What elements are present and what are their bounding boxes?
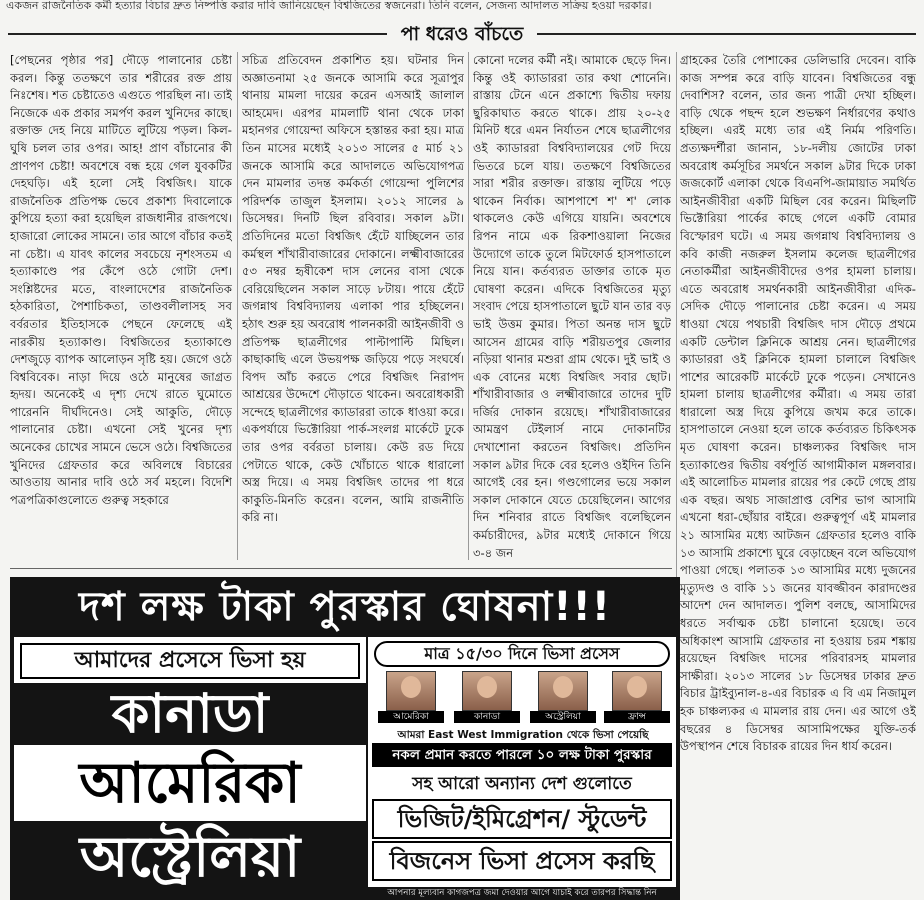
ad-tagline: মাত্র ১৫/৩০ দিনে ভিসা প্রসেস bbox=[374, 641, 670, 667]
portrait-image bbox=[538, 671, 588, 711]
ad-other-countries: সহ আরো অন্যান্য দেশ গুলোতে bbox=[412, 774, 632, 794]
portrait-image bbox=[386, 671, 436, 711]
photo-caption: আমেরিকা bbox=[378, 711, 444, 723]
ad-country-america: আমেরিকা bbox=[79, 751, 301, 816]
article-heading-text: পা ধরেও বাঁচতে bbox=[387, 23, 538, 45]
person-photo bbox=[604, 671, 670, 723]
column-1-text: [পেছনের পৃষ্ঠার পর] দৌড়ে পালানোর চেষ্টা করল। কিন্তু ততক্ষণে তার শরীরের রক্ত প্রায় নিঃশেষ। শত চেষ্টাতেও এগুতে পারছিল না। তাই নিজেকে এক প্রকার সমর্পণ করল খুনিদের কাছে। রক্তাক্ত দেহ নিয়ে মাটিতে লুটিয়ে পড়ল। কিল-ঘুষি চলল তার ওপর। আহ! প্রাণ বাঁচানোর কী প্রাণপণ চেষ্টা! অবশেষে বন্ধ হয়ে গেল যুবকটির দেহঘড়ি। এই হলো সেই বিশ্বজিৎ। যাকে রাজনৈতিক প্রতিপক্ষ ভেবে প্রকাশ্য দিবালোকে কুপিয়ে হত্যা করা হয়েছিল রাজধানীর রাজপথে। হাজারো লোকের সামনে। তার আগে বাঁচার কতই না চেষ্টা। এ যাবৎ কালের সবচেয়ে নৃশংসতম এ হত্যাকাণ্ডে পর কেঁপে ওঠে গোটা দেশ। সংশ্লিষ্টদের মতে, বাংলাদেশের রাজনৈতিক হঠকারিতা, পৈশাচিকতা, তাণ্ডবলীলাসহ সব বর্বরতার ইতিহাসকে পেছনে ফেলেছে এই নারকীয় হত্যাকাণ্ড। বিশ্বজিতের হত্যাকাণ্ডে দেশজুড়ে ব্যাপক আলোড়ন সৃষ্টি হয়। জেগে ওঠে বিশ্ববিবেক। নাড়া দিয়ে ওঠে মানুষের জাগ্রত হৃদয়। অনেকেই এ দৃশ্য দেখে রাতে ঘুমোতে পারেননি দীর্ঘদিনেও। সেই আকুতি, দৌড়ে পালানোর চেষ্টা। এখনো সেই খুনের দৃশ্য অনেকের চোখের সামনে ভেসে ওঠে। বিশ্বজিতের খুনিদের গ্রেফতার করে অবিলম্বে বিচারের আওতায় আনার দাবি ওঠে সর্ব মহলে। বিদেশি পত্রপত্রিকাগুলোতে গুরুত্ব সহকারে bbox=[10, 53, 232, 507]
top-strip-text: একজন রাজনৈতিক কর্মী হত্যার বিচার দ্রুত নিষ্পত্তি করার দাবি জানিয়েছেন বিশ্বজিতের স্বজনেরা। তিনি বলেন, সেজন্য আদালত সক্রিয় হওয়া দরকার। bbox=[6, 0, 652, 12]
visa-advertisement bbox=[10, 577, 680, 900]
ad-business-visa: বিজনেস ভিসা প্রসেস করছি bbox=[372, 841, 672, 881]
person-photo bbox=[454, 671, 520, 723]
ad-visa-types: ভিজিট/ইমিগ্রেশন/ স্টুডেন্ট bbox=[372, 799, 672, 839]
ad-country-australia: অস্ট্রেলিয়া bbox=[14, 821, 366, 895]
photo-caption: অস্ট্রেলিয়া bbox=[530, 711, 596, 723]
portrait-image bbox=[612, 671, 662, 711]
column-divider bbox=[237, 52, 238, 560]
article-column-2 bbox=[242, 52, 464, 560]
portrait-image bbox=[462, 671, 512, 711]
column-divider bbox=[468, 52, 469, 560]
ad-headline: দশ লক্ষ টাকা পুরস্কার ঘোষনা!!! bbox=[79, 584, 611, 630]
ad-process-text: আমাদের প্রসেসে ভিসা হয় bbox=[20, 643, 360, 679]
ad-photo-row bbox=[378, 671, 670, 725]
column-3-text: কোনো দলের কর্মী নই। আমাকে ছেড়ে দিন। কিন্তু ওই ক্যাডাররা তার কথা শোনেনি। রাস্তায় টেনে এনে প্রকাশ্যে দ্বিতীয় দফায় ছুরিকাঘাত করতে থাকে। প্রায় ২০-২৫ মিনিট ধরে এমন নির্যাতন শেষে ছাত্রলীগের ওই ক্যাডাররা বিশ্ববিদ্যালয়ের গেট দিয়ে ভিতরে চলে যায়। ততক্ষণে বিশ্বজিতের সারা শরীর রক্তাক্ত। রাস্তায় লুটিয়ে পড়ে থাকেন নির্বাক। আশপাশে শ' শ' লোক থাকলেও কেউ এগিয়ে যায়নি। অবশেষে রিপন নামে এক রিকশাওয়ালা নিজের উদ্যোগে তাকে তুলে মিটফোর্ড হাসপাতালে নিয়ে যান। কর্তব্যরত ডাক্তার তাকে মৃত ঘোষণা করেন। এদিকে বিশ্বজিতের মৃত্যু সংবাদ পেয়ে হাসপাতালে ছুটে যান তার বড় ভাই উত্তম কুমার। পিতা অনন্ত দাস ছুটে আসেন গ্রামের বাড়ি শরীয়তপুর জেলার নড়িয়া থানার মশুরা গ্রাম থেকে। দুই ভাই ও এক বোনের মধ্যে বিশ্বজিৎ সবার ছোট। শাঁখারীবাজার ও লক্ষ্মীবাজারে তাদের দুটি দর্জির দোকান রয়েছে। শাঁখারীবাজারের আমন্ত্রণ টেইলার্স নামে দোকানটির দেখাশোনা করতেন বিশ্বজিৎ। প্রতিদিন সকাল ৯টার দিকে বের হলেও ওইদিন তিনি আগেই বের হন। গণ্ডগোলের ভয়ে সকাল সকাল দোকানে যেতে চেয়েছিলেন। আগের দিন শনিবার রাতে বিশ্বজিৎ বলেছিলেন কর্মচারীদের, ৯টার মধ্যেই দোকানে গিয়ে ৩-৪ জন bbox=[473, 53, 671, 560]
column-4-text: গ্রাহকের তৈরি পোশাকের ডেলিভারি দেবেন। বাকি কাজ সম্পন্ন করে বাড়ি যাবেন। বিশ্বজিতের বন্ধু দেবাশিস? বলেন, তার জন্য পাত্রী দেখা হচ্ছিল। বাড়ি থেকে পছন্দ হলে শুভক্ষণ নির্ধারণের কথাও হচ্ছিল। এরই মধ্যে তার এই নির্মম পরিণতি। প্রত্যক্ষদর্শীরা জানান, ১৮-দলীয় জোটের ঢাকা অবরোধ কর্মসূচির সমর্থনে সকাল ৯টার দিকে ঢাকা জজকোর্ট এলাকা থেকে বিএনপি-জামায়াত সমর্থিত আইনজীবীরা একটি মিছিল বের করেন। মিছিলটি ভিক্টোরিয়া পার্কের কাছে গেলে একটি বোমার বিস্ফোরণ ঘটে। এ সময় জগন্নাথ বিশ্ববিদ্যালয় ও কবি কাজী নজরুল ইসলাম কলেজ ছাত্রলীগের নেতাকর্মীরা আইনজীবীদের ওপর হামলা চালায়। এতে অবরোধ সমর্থনকারী আইনজীবীরা এদিক-সেদিক দৌড়ে পালানোর চেষ্টা করেন। এ সময় ধাওয়া খেয়ে পথচারী বিশ্বজিৎ দাস দৌড়ে প্রথমে একটি ডেন্টাল ক্লিনিকে আশ্রয় নেন। ছাত্রলীগের ক্যাডাররা ওই ক্লিনিকে হামলা চালালে বিশ্বজিৎ পাশের আরেকটি মার্কেটে ঢুকে পড়েন। সেখানেও হামলা চালায় ছাত্রলীগের কর্মীরা। এ সময় তারা ধারালো অস্ত্র দিয়ে কুপিয়ে জখম করে তাকে। হাসপাতালে নেওয়া হলে তাকে কর্তব্যরত চিকিৎসক মৃত ঘোষণা করেন। চাঞ্চল্যকর বিশ্বজিৎ দাস হত্যাকাণ্ডের দ্বিতীয় বর্ষপূর্তি আগামীকাল মঙ্গলবার। এই আলোচিত মামলার রায়ের পর কেটে গেছে প্রায় এক বছর। অথচ সাজাপ্রাপ্ত বেশির ভাগ আসামি এখনো ধরা-ছোঁয়ার বাইরে। গুরুত্বপূর্ণ এই মামলার ২১ আসামির মধ্যে আটজন গ্রেফতার হলেও বাকি ১৩ আসামি প্রকাশ্যে ঘুরে বেড়াচ্ছেন বলে অভিযোগ পাওয়া গেছে। পলাতক ১৩ আসামির মধ্যে দুজনের মৃত্যুদণ্ড ও বাকি ১১ জনের যাবজ্জীবন কারাদণ্ডের আদেশ দেন আদালত। পুলিশ বলছে, আসামিদের ধরতে সর্বাত্মক চেষ্টা চালানো হয়েছে। তবে অধিকাংশ আসামি গ্রেফতার না হওয়ায় চরম শঙ্কায় রয়েছেন বিশ্বজিৎ দাসের পরিবারসহ মামলার সাক্ষীরা। ২০১৩ সালের ১৮ ডিসেম্বর ঢাকার দ্রুত বিচার ট্রাইব্যুনাল-৪-এর বিচারক এ বি এম নিজামুল হক চাঞ্চল্যকর এ মামলার রায় দেন। এর আগে ওই বছরের ৪ ডিসেম্বর আসামিপক্ষের যুক্তি-তর্ক উপস্থাপন শেষে বিচারক রায়ের দিন ধার্য করেন। bbox=[680, 53, 916, 754]
article-heading-row bbox=[8, 18, 916, 48]
ad-country-canada: কানাডা bbox=[14, 683, 366, 745]
person-photo bbox=[378, 671, 444, 723]
ad-prize-banner: নকল প্রমান করতে পারলে ১০ লক্ষ টাকা পুরস্কার bbox=[372, 743, 672, 767]
photo-caption: কানাডা bbox=[454, 711, 520, 723]
ad-left-panel bbox=[14, 637, 366, 895]
ad-separator bbox=[10, 568, 672, 569]
photo-caption: ফ্রান্স bbox=[604, 711, 670, 723]
article-column-3 bbox=[473, 52, 671, 560]
person-photo bbox=[530, 671, 596, 723]
ad-footer-note: আপনার মূল্যবান কাগজপত্র জমা দেওয়ার আগে যাচাই করে তারপর সিদ্ধান্ত নিন bbox=[368, 887, 676, 900]
ad-right-panel bbox=[368, 637, 676, 895]
ad-testimonial: আমরা East West Immigration থেকে ভিসা পেয়েছি bbox=[397, 729, 649, 741]
column-2-text: সচিত্র প্রতিবেদন প্রকাশিত হয়। ঘটনার দিন অজ্ঞাতনামা ২৫ জনকে আসামি করে সূত্রাপুর থানায় মামলা দায়ের করেন এসআই জালাল আহমেদ। এরপর মামলাটি থানা থেকে ঢাকা মহানগর গোয়েন্দা অফিসে হস্তান্তর করা হয়। মাত্র তিন মাসের মধ্যেই ২০১৩ সালের ৫ মার্চ ২১ জনকে আসামি করে আদালতে অভিযোগপত্র দেন মামলার তদন্ত কর্মকর্তা গোয়েন্দা পুলিশের পরিদর্শক তাজুল ইসলাম। ২০১২ সালের ৯ ডিসেম্বর। দিনটি ছিল রবিবার। সকাল ৯টা। প্রতিদিনের মতো বিশ্বজিৎ হেঁটে যাচ্ছিলেন তার কর্মস্থল শাঁখারীবাজারের দোকানে। লক্ষ্মীবাজারের ৫৩ নম্বর হৃষীকেশ দাস লেনের বাসা থেকে বেরিয়েছিলেন সকাল সাড়ে ৮টায়। পায়ে হেঁটে জগন্নাথ বিশ্ববিদ্যালয় এলাকা পার হচ্ছিলেন। হঠাৎ শুরু হয় অবরোধ পালনকারী আইনজীবী ও প্রতিপক্ষ ছাত্রলীগের পাল্টাপাল্টি মিছিল। কাছাকাছি এলে উভয়পক্ষ জড়িয়ে পড়ে সংঘর্ষে। বিপদ আঁচ করতে পেরে বিশ্বজিৎ নিরাপদ আশ্রয়ের উদ্দেশে দৌড়াতে থাকেন। অবরোধকারী সন্দেহে ছাত্রলীগের ক্যাডাররা তাকে ধাওয়া করে। একপর্যায়ে ভিক্টোরিয়া পার্ক-সংলগ্ন মার্কেটে ঢুকে তার ওপর বর্বরতা চালায়। কেউ রড দিয়ে পেটাতে থাকে, কেউ খোঁচাতে থাকে ধারালো অস্ত্র দিয়ে। এ সময় বিশ্বজিৎ তাদের পা ধরে কাকুতি-মিনতি করেন। বলেন, আমি রাজনীতি করি না। bbox=[242, 53, 464, 525]
article-column-1 bbox=[10, 52, 232, 560]
article-column-4 bbox=[680, 52, 916, 892]
article-heading bbox=[8, 20, 916, 52]
